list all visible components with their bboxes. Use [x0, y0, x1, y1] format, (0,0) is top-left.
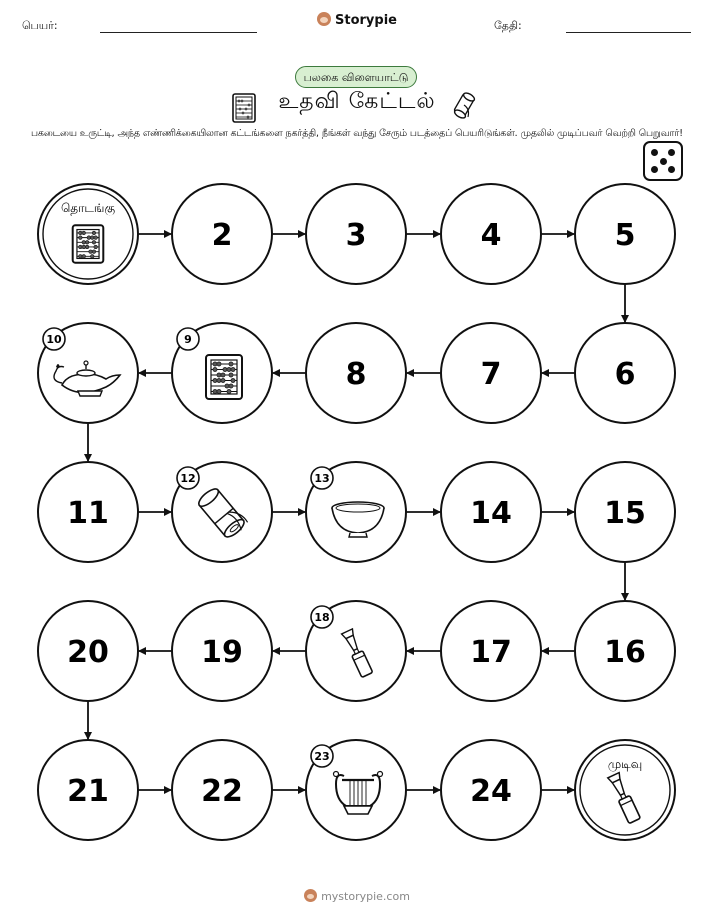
abacus-icon: [73, 225, 104, 262]
cell-number: 24: [470, 774, 512, 809]
start-cell: [38, 184, 138, 284]
cell-number: 5: [614, 218, 636, 253]
page-title: உதவி கேட்டல்: [278, 89, 436, 114]
cell-number: 15: [604, 496, 646, 531]
cell-number: 3: [345, 218, 367, 253]
board-cell: [441, 323, 541, 423]
instructions-text: பகடையை உருட்டி, அந்த எண்ணிக்கையிலான கட்டங்களை நகர்த்தி, நீங்கள் வந்து சேரும் படத்தைப் பெயரிடுங்கள். முதலில் முடிப்பவர் வெற்றி பெறுவார்!: [30, 128, 684, 139]
board-cell: [441, 184, 541, 284]
cell-number: 14: [470, 496, 512, 531]
cell-number: 20: [67, 635, 109, 670]
board-cell: [38, 740, 138, 840]
cell-number: 2: [211, 218, 233, 253]
cell-number: 21: [67, 774, 109, 809]
game-type-badge: பலகை விளையாட்டு: [295, 66, 417, 88]
cell-number: 8: [345, 357, 367, 392]
svg-text:13: 13: [314, 472, 330, 485]
cell-number: 19: [201, 635, 243, 670]
finish-label: முடிவு: [607, 757, 643, 771]
finish-cell: [575, 740, 675, 840]
board-cell: [172, 601, 272, 701]
footer: [0, 889, 714, 903]
board-cell: [306, 462, 406, 562]
name-label: பெயர்:: [22, 19, 58, 32]
cell-number-badge: [311, 467, 333, 489]
cell-number: 16: [604, 635, 646, 670]
cell-number: 22: [201, 774, 243, 809]
brand-name: Storypie: [335, 13, 397, 28]
board-cell: [441, 462, 541, 562]
board-cell: [172, 462, 272, 562]
cell-number: 4: [480, 218, 502, 253]
footer-site[interactable]: mystorypie.com: [321, 890, 410, 903]
start-label: தொடங்கு: [60, 201, 116, 215]
svg-text:10: 10: [46, 333, 62, 346]
board-cell: [575, 184, 675, 284]
board-cell: [575, 323, 675, 423]
cell-number-badge: [311, 745, 333, 767]
svg-text:23: 23: [314, 750, 330, 763]
board-cell: [575, 462, 675, 562]
bear-logo-icon: [304, 889, 317, 902]
board-cell: [38, 462, 138, 562]
board-cell: [441, 740, 541, 840]
cell-number-badge: [177, 328, 199, 350]
board-cell: [172, 740, 272, 840]
board-cell: [38, 323, 138, 423]
board-cell: [306, 601, 406, 701]
svg-text:12: 12: [180, 472, 196, 485]
svg-text:18: 18: [314, 611, 330, 624]
cell-number-badge: [43, 328, 65, 350]
svg-text:9: 9: [184, 333, 192, 346]
board-cell: [172, 184, 272, 284]
board-cell: [306, 184, 406, 284]
cell-number: 11: [67, 496, 109, 531]
cell-number: 7: [480, 357, 502, 392]
cell-number: 17: [470, 635, 512, 670]
board-cell: [575, 601, 675, 701]
date-label: தேதி:: [494, 19, 522, 32]
cell-number: 6: [614, 357, 636, 392]
cell-number-badge: [177, 467, 199, 489]
board-cell: [441, 601, 541, 701]
abacus-icon: [206, 355, 242, 399]
board-cell: [306, 740, 406, 840]
board-cell: [38, 601, 138, 701]
board-cell: [306, 323, 406, 423]
cell-number-badge: [311, 606, 333, 628]
board-cell: [172, 323, 272, 423]
